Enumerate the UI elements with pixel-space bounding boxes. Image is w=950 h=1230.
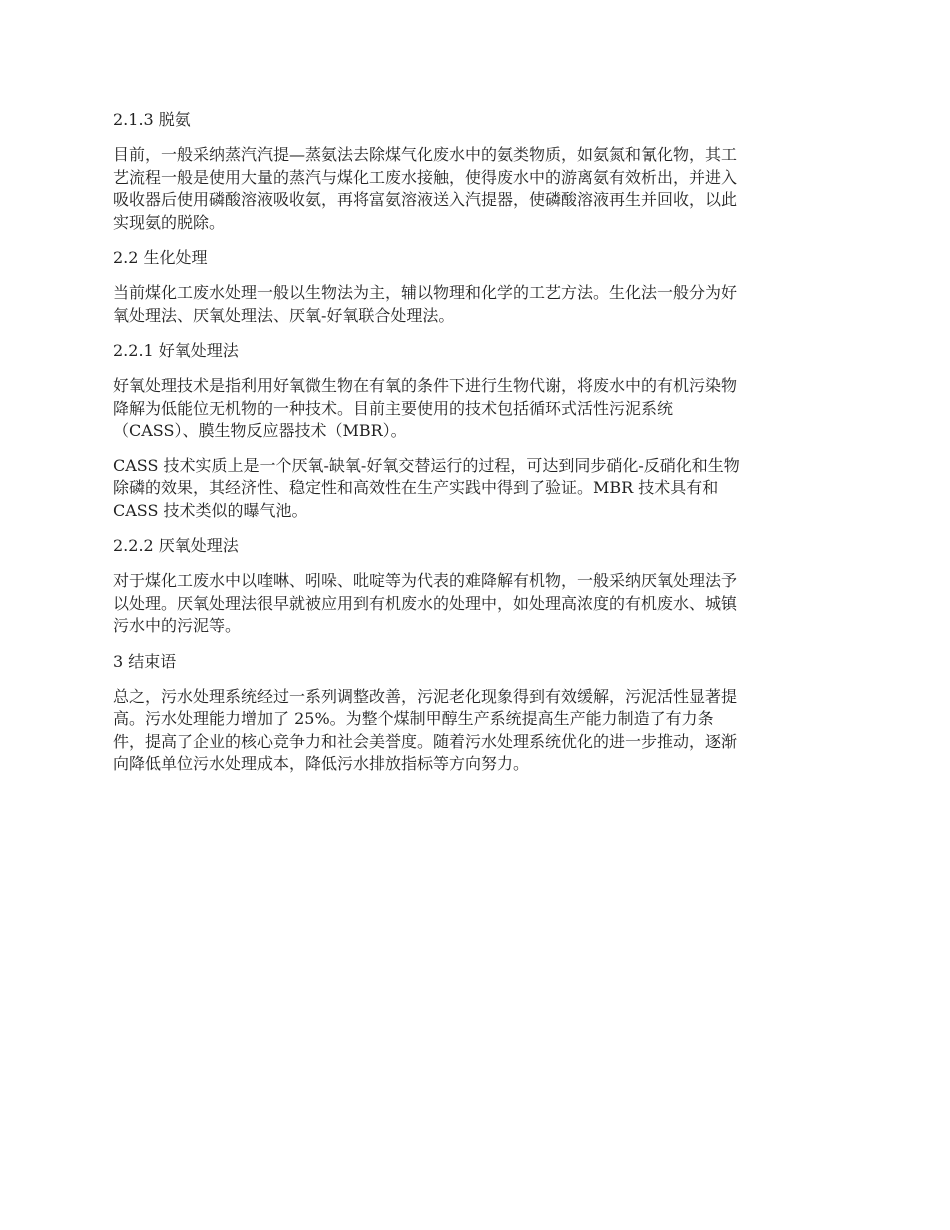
section-heading-conclusion: 3 结束语 — [113, 651, 177, 671]
paragraph-biochemical — [113, 282, 841, 327]
paragraph-line: 目前，一般采纳蒸汽汽提—蒸氨法去除煤气化废水中的氨类物质，如氨氮和氰化物，其工 — [113, 145, 738, 164]
paragraph-line: 艺流程一般是使用大量的蒸汽与煤化工废水接触，使得废水中的游离氨有效析出，并进入 — [113, 167, 738, 187]
paragraph-line: CASS 技术实质上是一个厌氧-缺氧-好氧交替运行的过程，可达到同步硝化-反硝化和生物 — [113, 455, 740, 475]
paragraph-line: 总之，污水处理系统经过一系列调整改善，污泥老化现象得到有效缓解，污泥活性显著提 — [113, 686, 738, 706]
section-heading-aerobic: 2.2.1 好氧处理法 — [113, 341, 239, 360]
paragraph-line: 氧处理法、厌氧处理法、厌氧-好氧联合处理法。 — [113, 305, 455, 325]
paragraph-line: （CASS）、膜生物反应器技术（MBR）。 — [113, 421, 407, 440]
paragraph-aerobic-cass — [113, 455, 841, 523]
paragraph-conclusion — [113, 686, 841, 776]
paragraph-line: 吸收器后使用磷酸溶液吸收氨，再将富氨溶液送入汽提器，使磷酸溶液再生并回收，以此 — [113, 190, 738, 209]
paragraph-deammonia — [113, 144, 841, 234]
paragraph-line: 降解为低能位无机物的一种技术。目前主要使用的技术包括循环式活性污泥系统 — [113, 398, 674, 418]
paragraph-line: 污水中的污泥等。 — [113, 616, 242, 635]
section-heading-biochemical: 2.2 生化处理 — [113, 248, 208, 267]
paragraph-line: 以处理。厌氧处理法很早就被应用到有机废水的处理中，如处理高浓度的有机废水、城镇 — [113, 593, 738, 613]
paragraph-line: 件，提高了企业的核心竞争力和社会美誉度。随着污水处理系统优化的进一步推动，逐渐 — [113, 731, 738, 751]
paragraph-line: 高。污水处理能力增加了 25%。为整个煤制甲醇生产系统提高生产能力制造了有力条 — [113, 709, 714, 728]
paragraph-line: 向降低单位污水处理成本，降低污水排放指标等方向努力。 — [113, 754, 530, 773]
paragraph-aerobic-intro — [113, 375, 841, 443]
section-heading-anaerobic: 2.2.2 厌氧处理法 — [113, 536, 239, 555]
document-page — [113, 108, 841, 788]
paragraph-line: 对于煤化工废水中以喹啉、吲哚、吡啶等为代表的难降解有机物，一般采纳厌氧处理法予 — [113, 571, 738, 590]
section-heading-deammonia: 2.1.3 脱氨 — [113, 110, 191, 129]
paragraph-line: 好氧处理技术是指利用好氧微生物在有氧的条件下进行生物代谢，将废水中的有机污染物 — [113, 376, 738, 395]
paragraph-line: CASS 技术类似的曝气池。 — [113, 500, 308, 520]
paragraph-line: 实现氨的脱除。 — [113, 212, 226, 232]
paragraph-line: 当前煤化工废水处理一般以生物法为主，辅以物理和化学的工艺方法。生化法一般分为好 — [113, 283, 738, 302]
paragraph-line: 除磷的效果，其经济性、稳定性和高效性在生产实践中得到了验证。MBR 技术具有和 — [113, 478, 719, 497]
paragraph-anaerobic — [113, 570, 841, 638]
